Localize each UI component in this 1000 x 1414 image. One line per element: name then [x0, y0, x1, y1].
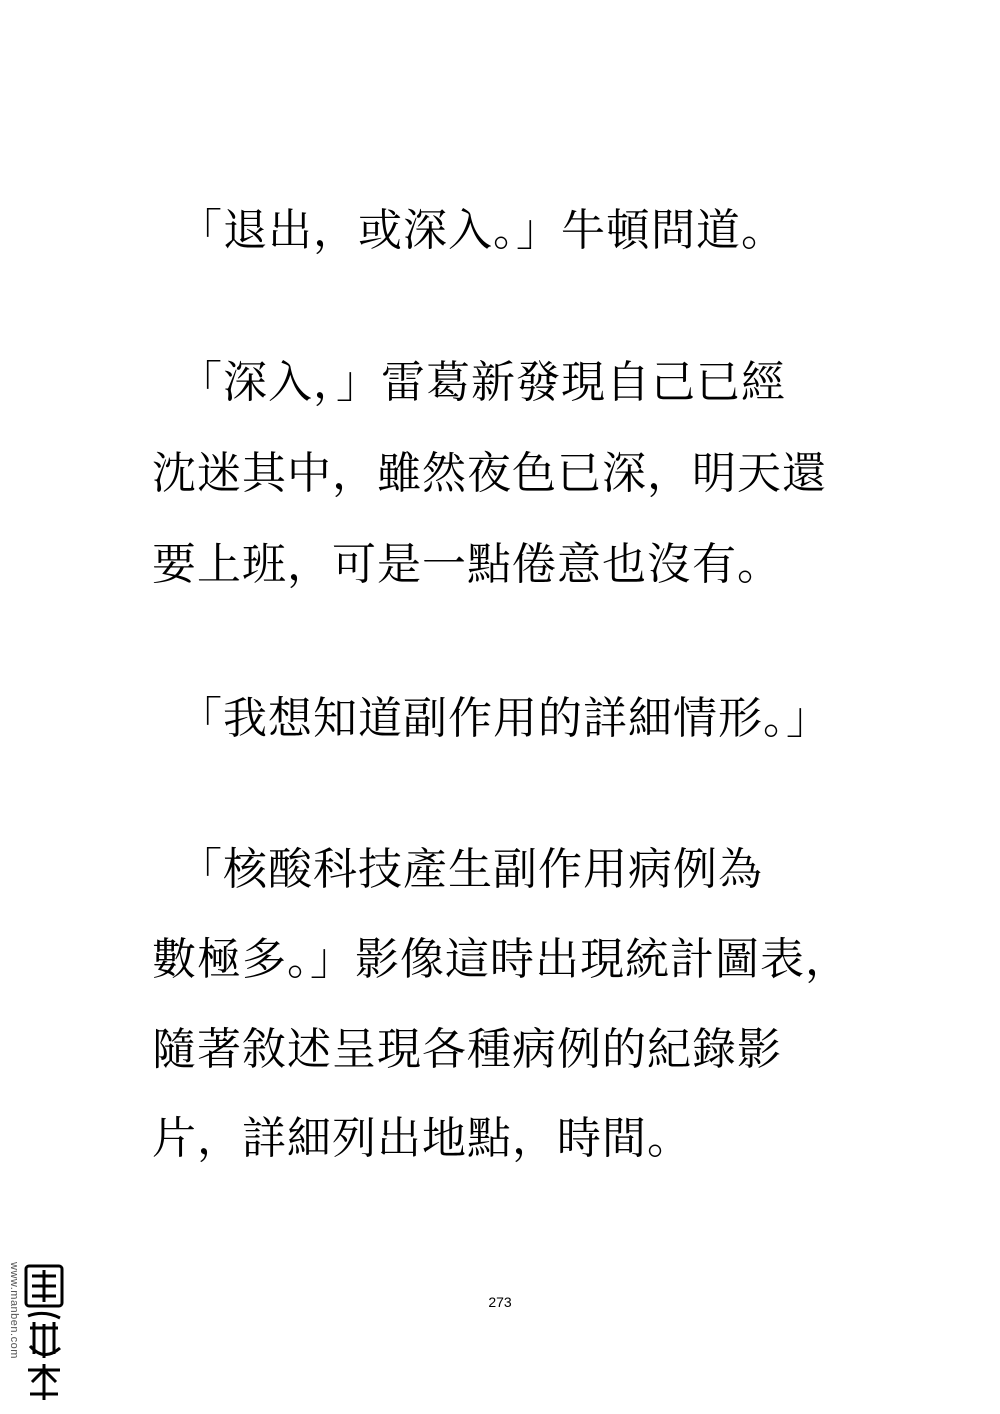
- text-line-2: 「深入，」雷葛新發現自己已經: [178, 357, 786, 408]
- text-line-9: 片，詳細列出地點，時間。: [152, 1113, 692, 1164]
- page-number: 273: [488, 1294, 512, 1310]
- text-line-8: 隨著敘述呈現各種病例的紀錄影: [152, 1024, 782, 1075]
- text-line-7: 數極多。」影像這時出現統計圖表，: [152, 934, 850, 985]
- text-line-4: 要上班，可是一點倦意也沒有。: [152, 539, 782, 590]
- text-line-5: 「我想知道副作用的詳細情形。」: [178, 693, 831, 744]
- watermark-logo-icon: [22, 1262, 66, 1404]
- watermark: [8, 1262, 68, 1404]
- text-line-3: 沈迷其中，雖然夜色已深，明天還: [152, 448, 827, 499]
- text-line-1: 「退出，或深入。」牛頓問道。: [178, 205, 786, 256]
- text-line-6: 「核酸科技產生副作用病例為: [178, 844, 763, 895]
- watermark-url: www.manben.com: [8, 1262, 20, 1359]
